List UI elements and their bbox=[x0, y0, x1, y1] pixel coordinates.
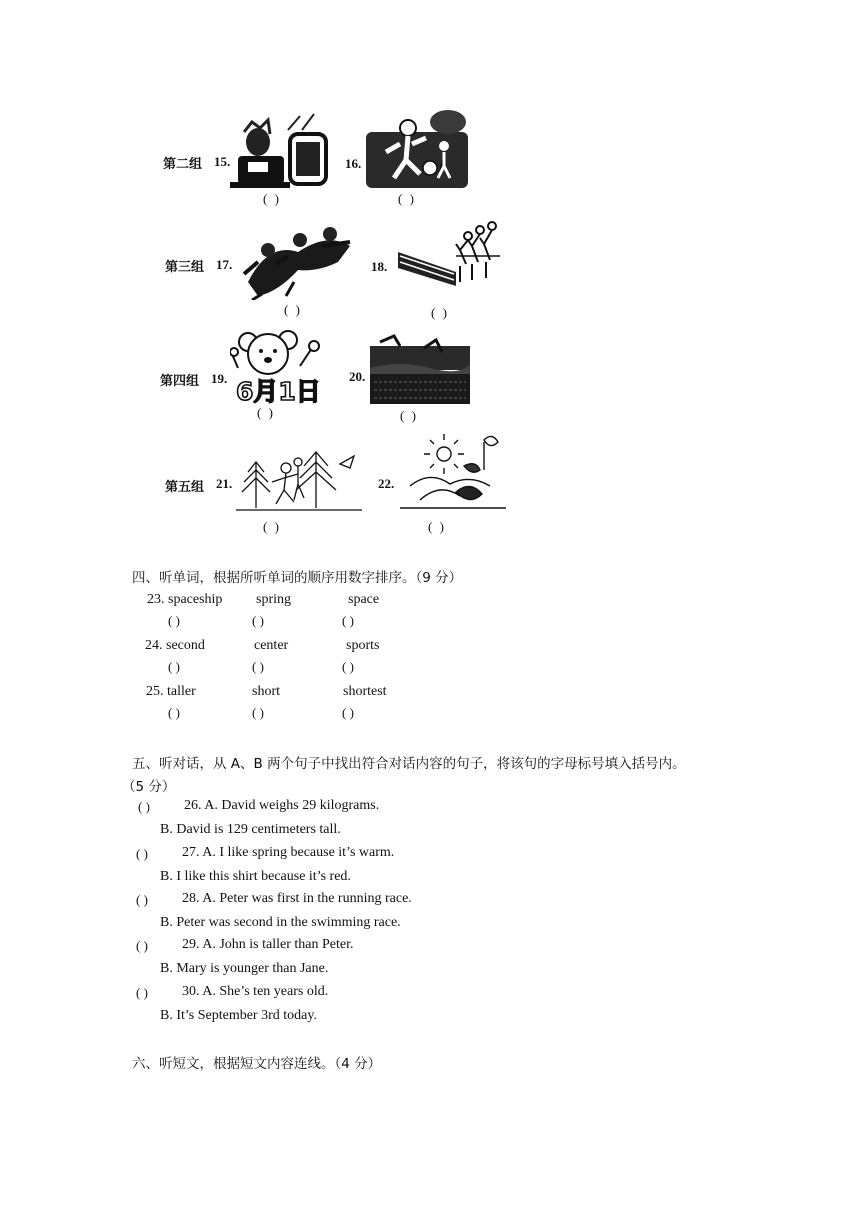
item-number-22: 22. bbox=[378, 476, 395, 491]
item-number-15: 15. bbox=[214, 154, 231, 169]
item-number-21: 21. bbox=[216, 476, 233, 491]
answer-paren-18[interactable]: ( ) bbox=[431, 305, 449, 320]
word-25-3: shortest bbox=[343, 684, 387, 699]
answer-blank-30[interactable]: ( ) bbox=[136, 985, 148, 1000]
picture-21-playing-in-woods bbox=[236, 432, 362, 514]
answer-paren-15[interactable]: ( ) bbox=[263, 191, 281, 206]
option-26-b: B. David is 129 centimeters tall. bbox=[160, 822, 341, 837]
section5-score: （5 分） bbox=[122, 779, 176, 795]
item-number-20: 20. bbox=[349, 369, 366, 384]
option-26-a: 26. A. David weighs 29 kilograms. bbox=[184, 798, 380, 813]
blank-23-2[interactable]: ( ) bbox=[252, 613, 264, 628]
option-27-a: 27. A. I like spring because it’s warm. bbox=[182, 845, 395, 860]
answer-paren-17[interactable]: ( ) bbox=[284, 302, 302, 317]
picture-22-flowers bbox=[400, 430, 506, 514]
option-29-b: B. Mary is younger than Jane. bbox=[160, 961, 329, 976]
blank-25-2[interactable]: ( ) bbox=[252, 705, 264, 720]
answer-paren-21[interactable]: ( ) bbox=[263, 519, 281, 534]
option-28-b: B. Peter was second in the swimming race. bbox=[160, 915, 401, 930]
picture-17-running-race bbox=[238, 222, 356, 300]
word-24-3: sports bbox=[346, 638, 380, 653]
picture-19-date-text: 6月1日 bbox=[236, 377, 321, 406]
section6-title: 六、听短文，根据短文内容连线。（4 分） bbox=[132, 1056, 382, 1072]
answer-blank-28[interactable]: ( ) bbox=[136, 892, 148, 907]
group-label-3: 第三组 bbox=[165, 260, 205, 275]
picture-15-tv-watching bbox=[230, 112, 330, 190]
word-23-3: space bbox=[348, 592, 380, 607]
blank-23-3[interactable]: ( ) bbox=[342, 613, 354, 628]
item-number-18: 18. bbox=[371, 259, 388, 274]
group-label-2: 第二组 bbox=[163, 157, 203, 172]
blank-25-1[interactable]: ( ) bbox=[168, 705, 180, 720]
answer-paren-22[interactable]: ( ) bbox=[428, 519, 446, 534]
blank-24-3[interactable]: ( ) bbox=[342, 659, 354, 674]
option-30-a: 30. A. She’s ten years old. bbox=[182, 984, 329, 999]
option-28-a: 28. A. Peter was first in the running race. bbox=[182, 891, 412, 906]
answer-blank-26[interactable]: ( ) bbox=[138, 799, 150, 814]
word-25-2: short bbox=[252, 684, 280, 699]
answer-paren-16[interactable]: ( ) bbox=[398, 191, 416, 206]
answer-paren-19[interactable]: ( ) bbox=[257, 405, 275, 420]
item-number-16: 16. bbox=[345, 156, 362, 171]
item-number-19: 19. bbox=[211, 371, 228, 386]
blank-23-1[interactable]: ( ) bbox=[168, 613, 180, 628]
picture-19-childrens-day bbox=[230, 328, 334, 406]
answer-paren-20[interactable]: ( ) bbox=[400, 408, 418, 423]
blank-24-1[interactable]: ( ) bbox=[168, 659, 180, 674]
section4-title: 四、听单词，根据所听单词的顺序用数字排序。（9 分） bbox=[132, 570, 463, 586]
answer-blank-29[interactable]: ( ) bbox=[136, 938, 148, 953]
option-27-b: B. I like this shirt because it’s red. bbox=[160, 869, 351, 884]
blank-25-3[interactable]: ( ) bbox=[342, 705, 354, 720]
word-24-2: center bbox=[254, 638, 289, 653]
section5-title: 五、听对话，从 A、B 两个句子中找出符合对话内容的句子，将该句的字母标号填入括号内。 bbox=[132, 756, 686, 772]
answer-blank-27[interactable]: ( ) bbox=[136, 846, 148, 861]
word-24-1: 24. second bbox=[145, 638, 205, 653]
option-29-a: 29. A. John is taller than Peter. bbox=[182, 937, 354, 952]
picture-16-football bbox=[366, 108, 468, 190]
blank-24-2[interactable]: ( ) bbox=[252, 659, 264, 674]
picture-18-swimming-race bbox=[396, 216, 504, 288]
group-label-5: 第五组 bbox=[165, 480, 205, 495]
word-23-1: 23. spaceship bbox=[147, 592, 223, 607]
picture-20-spring-field bbox=[370, 334, 472, 406]
group-label-4: 第四组 bbox=[160, 374, 200, 389]
word-25-1: 25. taller bbox=[146, 684, 196, 699]
option-30-b: B. It’s September 3rd today. bbox=[160, 1008, 317, 1023]
word-23-2: spring bbox=[256, 592, 291, 607]
item-number-17: 17. bbox=[216, 257, 233, 272]
